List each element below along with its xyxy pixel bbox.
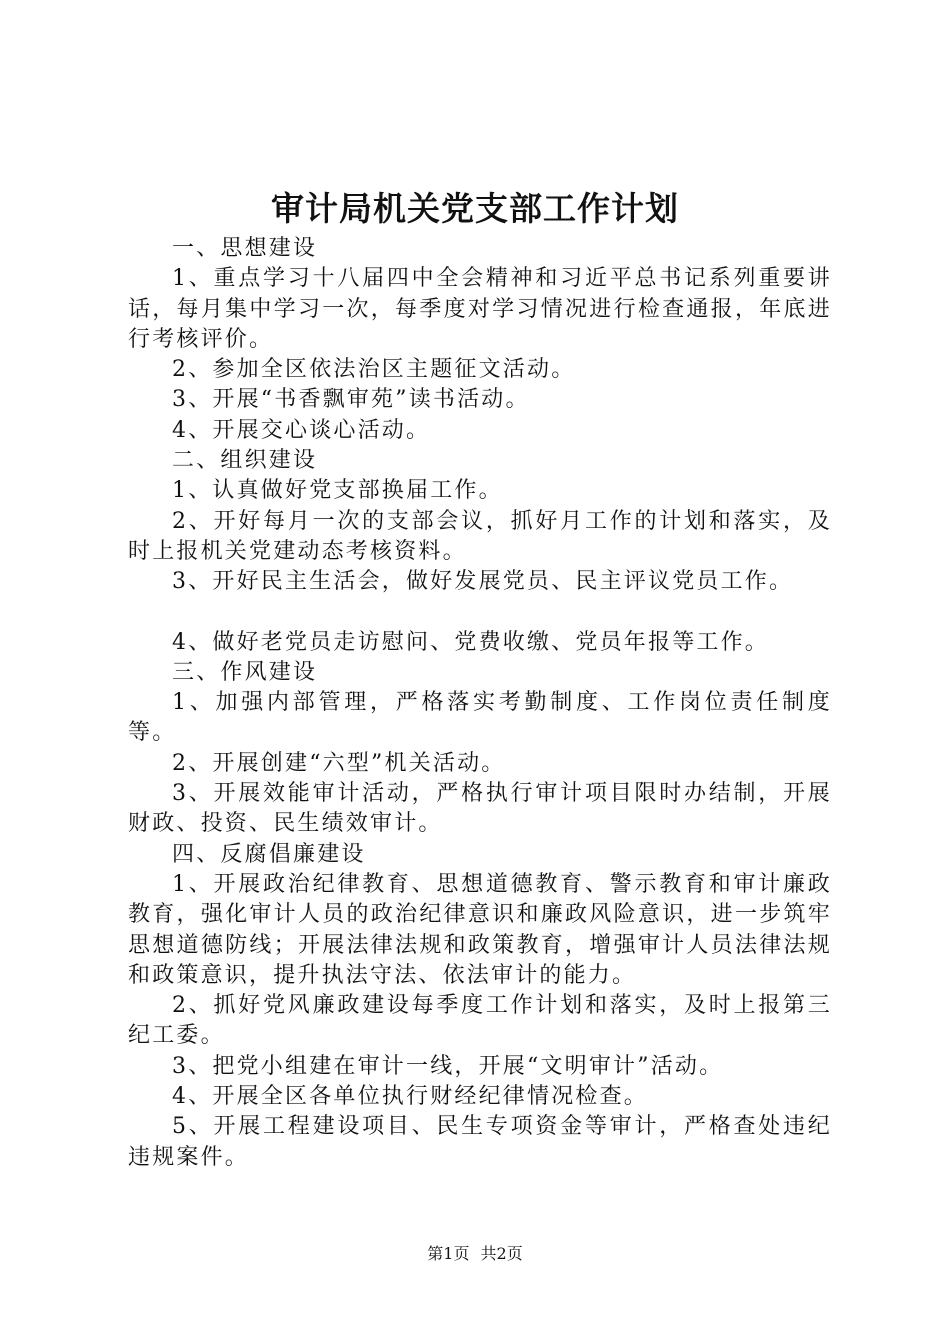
paragraph: 3、把党小组建在审计一线，开展“文明审计”活动。 xyxy=(172,1053,724,1079)
paragraph: 5、开展工程建设项目、民生专项资金等审计，严格查处违纪违规案件。 xyxy=(128,1114,832,1170)
paragraph: 2、抓好党风廉政建设每季度工作计划和落实，及时上报第三纪工委。 xyxy=(128,993,832,1049)
paragraph: 1、重点学习十八届四中全会精神和习近平总书记系列重要讲话，每月集中学习一次，每季度对学习情况进行检查通报，年底进行考核评价。 xyxy=(128,266,832,352)
paragraph: 1、开展政治纪律教育、思想道德教育、警示教育和审计廉政教育，强化审计人员的政治纪律意识和廉政风险意识，进一步筑牢思想道德防线；开展法律法规和政策教育，增强审计人员法律法规和政策意识，提升执法守法、依法审计的能力。 xyxy=(128,871,832,988)
section-heading: 一、思想建设 xyxy=(172,236,318,261)
paragraph: 1、认真做好党支部换届工作。 xyxy=(172,478,503,504)
page-footer xyxy=(0,1244,950,1264)
blank-line xyxy=(128,598,832,628)
paragraph: 4、做好老党员走访慰问、党费收缴、党员年报等工作。 xyxy=(172,629,769,655)
paragraph: 2、参加全区依法治区主题征文活动。 xyxy=(172,357,576,383)
section-heading: 三、作风建设 xyxy=(172,659,318,685)
page-total: 共2页 xyxy=(480,1244,523,1263)
paragraph: 4、开展交心谈心活动。 xyxy=(172,417,431,443)
paragraph: 3、开好民主生活会，做好发展党员、民主评议党员工作。 xyxy=(172,569,794,595)
paragraph: 2、开好每月一次的支部会议，抓好月工作的计划和落实，及时上报机关党建动态考核资料。 xyxy=(128,508,832,564)
paragraph: 1、加强内部管理，严格落实考勤制度、工作岗位责任制度等。 xyxy=(128,690,832,746)
section-heading: 四、反腐倡廉建设 xyxy=(172,841,366,867)
document-body xyxy=(128,234,832,1173)
paragraph: 4、开展全区各单位执行财经纪律情况检查。 xyxy=(172,1084,648,1110)
document-title: 审计局机关党支部工作计划 xyxy=(271,189,679,228)
section-heading: 二、组织建设 xyxy=(172,448,318,474)
paragraph: 3、开展“书香飘审苑”读书活动。 xyxy=(172,387,530,413)
page-number: 第1页 xyxy=(427,1244,470,1263)
paragraph: 3、开展效能审计活动，严格执行审计项目限时办结制，开展财政、投资、民生绩效审计。 xyxy=(128,781,832,837)
paragraph: 2、开展创建“六型”机关活动。 xyxy=(172,750,506,776)
